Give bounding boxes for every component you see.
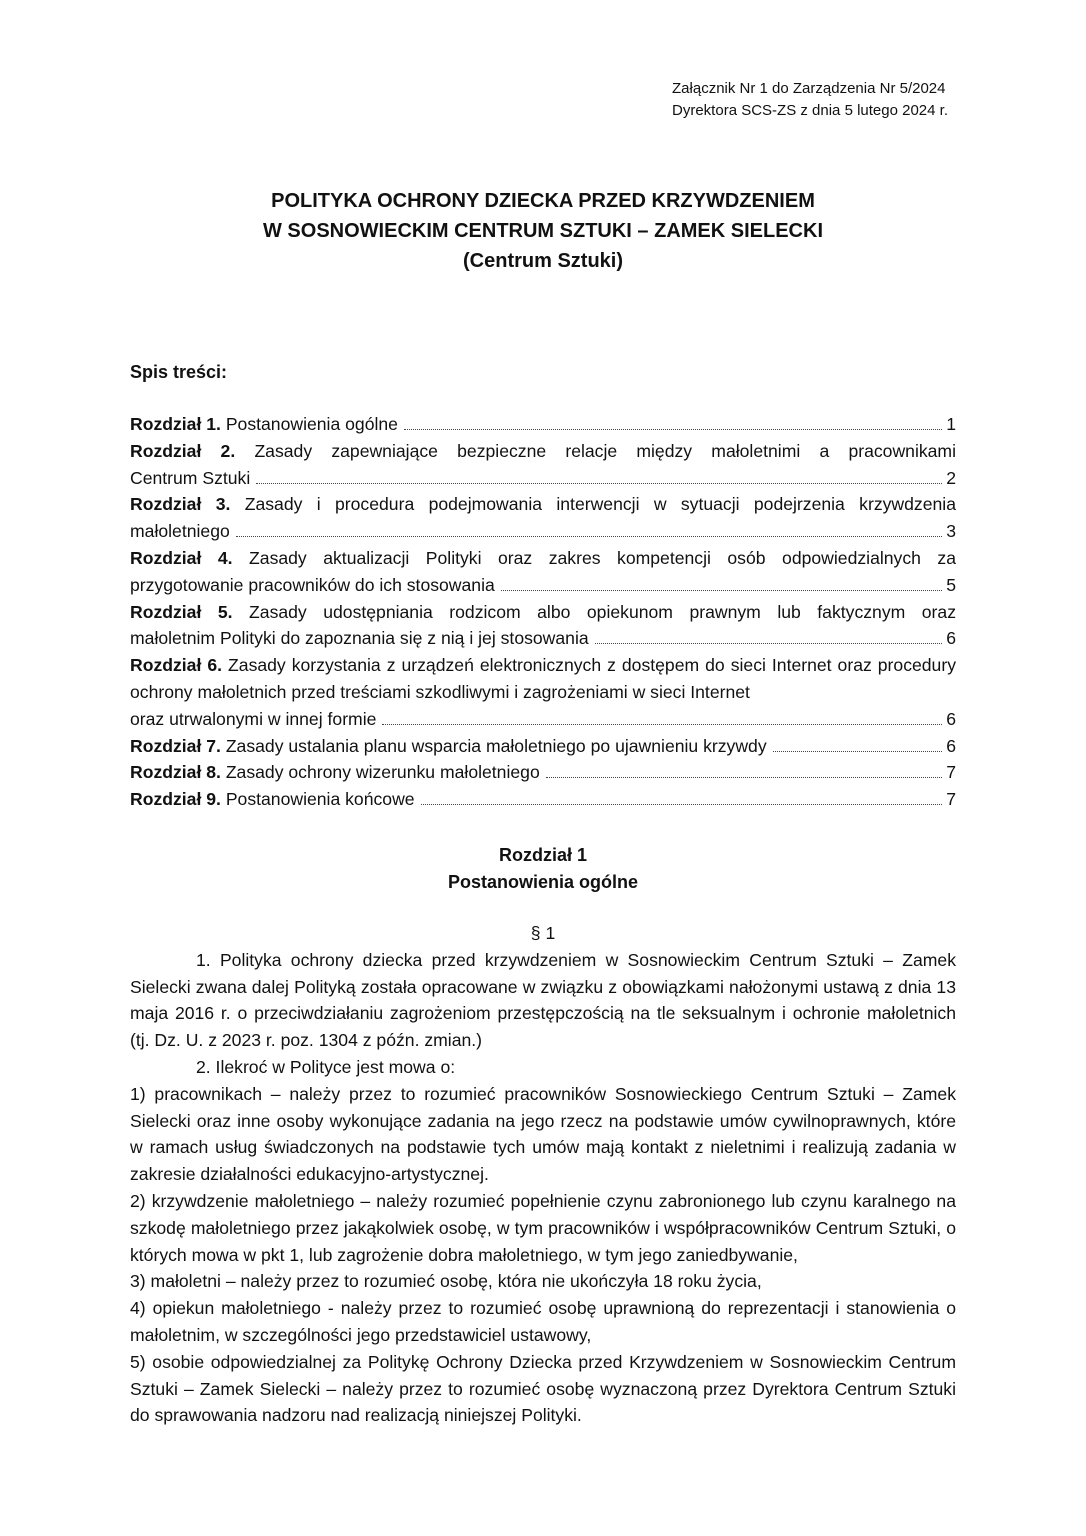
toc-leader: [404, 428, 942, 430]
toc-page-number: 6: [946, 708, 956, 729]
toc-entry[interactable]: [130, 411, 956, 438]
chapter-heading: [130, 842, 956, 896]
toc-entry-text: Zasady ustalania planu wsparcia małoletniego po ujawnieniu krzywdy: [225, 735, 767, 756]
toc-leader: [421, 803, 943, 805]
definition-item: 3) małoletni – należy przez to rozumieć osobę, która nie ukończyła 18 roku życia,: [130, 1271, 762, 1292]
toc-entry-text: Zasady aktualizacji Polityki oraz zakres kompetencji osób odpowiedzialnych za: [249, 547, 957, 568]
toc-entry-text: Postanowienia ogólne: [225, 414, 398, 434]
toc-entry-text: Zasady ochrony wizerunku małoletniego: [225, 762, 540, 783]
toc-entry-text-cont: małoletnim Polityki do zapoznania się z nią i jej stosowania: [130, 628, 589, 649]
toc-entry[interactable]: [130, 786, 956, 813]
toc-leader: [382, 723, 942, 725]
toc-leader: [595, 642, 943, 644]
toc-page-number: 6: [946, 735, 956, 756]
toc-entry-label: Rozdział 1.: [130, 414, 221, 434]
definition-item: 2) krzywdzenie małoletniego – należy rozumieć popełnienie czynu zabronionego lub czynu karalnego na szkodę małoletniego przez jakąkolwiek osobę, w tym pracowników i współpracowników Centrum Sztuki, o których mowa w pkt 1, lub zagrożenie dobra małoletniego, w tym jego zaniedbywanie,: [130, 1190, 956, 1265]
toc-entry[interactable]: [130, 599, 956, 653]
chapter-number: Rozdział 1: [498, 845, 587, 865]
toc-leader: [773, 750, 943, 752]
toc-entry[interactable]: [130, 491, 956, 545]
paragraph-2: 2. Ilekroć w Polityce jest mowa o:: [196, 1056, 456, 1077]
attachment-line-2: Dyrektora SCS-ZS z dnia 5 lutego 2024 r.: [672, 102, 948, 119]
toc-entry[interactable]: [130, 733, 956, 760]
toc-entry-label: Rozdział 7.: [130, 735, 221, 756]
toc-leader: [236, 535, 942, 537]
toc-page-number: 5: [946, 574, 956, 595]
title-line-3: (Centrum Sztuki): [463, 250, 623, 272]
toc-entry-text: Zasady i procedura podejmowania interwencji w sytuacji podejrzenia krzywdzenia: [244, 494, 956, 515]
attachment-note: [672, 78, 948, 122]
toc-entry-text-cont: oraz utrwalonymi w innej formie: [130, 708, 377, 729]
toc-leader: [546, 776, 942, 778]
document-body: [130, 920, 956, 1429]
document-title: [130, 186, 956, 276]
toc-entry[interactable]: [130, 759, 956, 786]
toc-page-number: 1: [946, 414, 956, 434]
toc-entry-label: Rozdział 8.: [130, 762, 221, 783]
toc-leader: [256, 482, 942, 484]
definition-item: 5) osobie odpowiedzialnej za Politykę Ochrony Dziecka przed Krzywdzeniem w Sosnowieckim Centrum Sztuki – Zamek Sielecki – należy przez to rozumieć osobę wyznaczoną przez Dyrektora Centrum Sztuki do sprawowania nadzoru nad realizacją niniejszej Polityki.: [130, 1351, 956, 1426]
section-mark: § 1: [530, 923, 556, 943]
toc-entry-text-cont: Centrum Sztuki: [130, 467, 251, 488]
toc-entry-text: Zasady zapewniające bezpieczne relacje między małoletnimi a pracownikami: [254, 440, 957, 461]
toc-entry-text-cont: przygotowanie pracowników do ich stosowania: [130, 574, 495, 595]
toc-page-number: 3: [946, 521, 956, 542]
toc-heading: Spis treści:: [130, 362, 228, 382]
toc-page-number: 6: [946, 628, 956, 649]
toc-entry-label: Rozdział 9.: [130, 789, 221, 810]
toc-entry-label: Rozdział 4.: [130, 547, 233, 568]
table-of-contents: [130, 411, 956, 813]
toc-entry-label: Rozdział 3.: [130, 494, 231, 515]
chapter-name: Postanowienia ogólne: [447, 872, 639, 892]
toc-entry-text: Postanowienia końcowe: [225, 789, 415, 810]
toc-entry-label: Rozdział 6.: [130, 655, 223, 676]
definition-item: 1) pracownikach – należy przez to rozumieć pracowników Sosnowieckiego Centrum Sztuki – Zamek Sielecki oraz inne osoby wykonujące zadania na jego rzecz na podstawie umów cywilnoprawnych, które w ramach usług świadczonych na podstawie tych umów mają kontakt z nieletnimi i realizują zadania w zakresie działalności edukacyjno-artystycznej.: [130, 1083, 956, 1185]
toc-entry-label: Rozdział 5.: [130, 601, 233, 622]
toc-page-number: 7: [946, 789, 956, 810]
toc-entry[interactable]: [130, 545, 956, 599]
title-line-1: POLITYKA OCHRONY DZIECKA PRZED KRZYWDZENIEM: [271, 190, 815, 212]
toc-entry-label: Rozdział 2.: [130, 440, 236, 461]
toc-entry-text: Zasady udostępniania rodzicom albo opiekunom prawnym lub faktycznym oraz: [249, 601, 957, 622]
title-line-2: W SOSNOWIECKIM CENTRUM SZTUKI – ZAMEK SIELECKI: [263, 220, 823, 242]
toc-entry-text: Zasady korzystania z urządzeń elektronicznych z dostępem do sieci Internet oraz procedury ochrony małoletnich przed treściami szkodliwymi i zagrożeniami w sieci Internet: [130, 655, 956, 702]
toc-leader: [501, 589, 942, 591]
toc-page-number: 2: [946, 467, 956, 488]
toc-page-number: 7: [946, 762, 956, 783]
attachment-line-1: Załącznik Nr 1 do Zarządzenia Nr 5/2024: [672, 80, 946, 97]
definition-item: 4) opiekun małoletniego - należy przez to rozumieć osobę uprawnioną do reprezentacji i stanowienia o małoletnim, w szczególności jego przedstawiciel ustawowy,: [130, 1298, 956, 1345]
toc-entry[interactable]: [130, 652, 956, 732]
toc-entry-text-cont: małoletniego: [130, 521, 230, 542]
toc-entry[interactable]: [130, 438, 956, 492]
paragraph-1: 1. Polityka ochrony dziecka przed krzywdzeniem w Sosnowieckim Centrum Sztuki – Zamek Sielecki zwana dalej Polityką została opracowane w związku z obowiązkami nałożonymi ustawą z dnia 13 maja 2016 r. o przeciwdziałaniu zagrożeniom przestępczością na tle seksualnym i ochronie małoletnich (tj. Dz. U. z 2023 r. poz. 1304 z późn. zmian.): [130, 949, 956, 1051]
